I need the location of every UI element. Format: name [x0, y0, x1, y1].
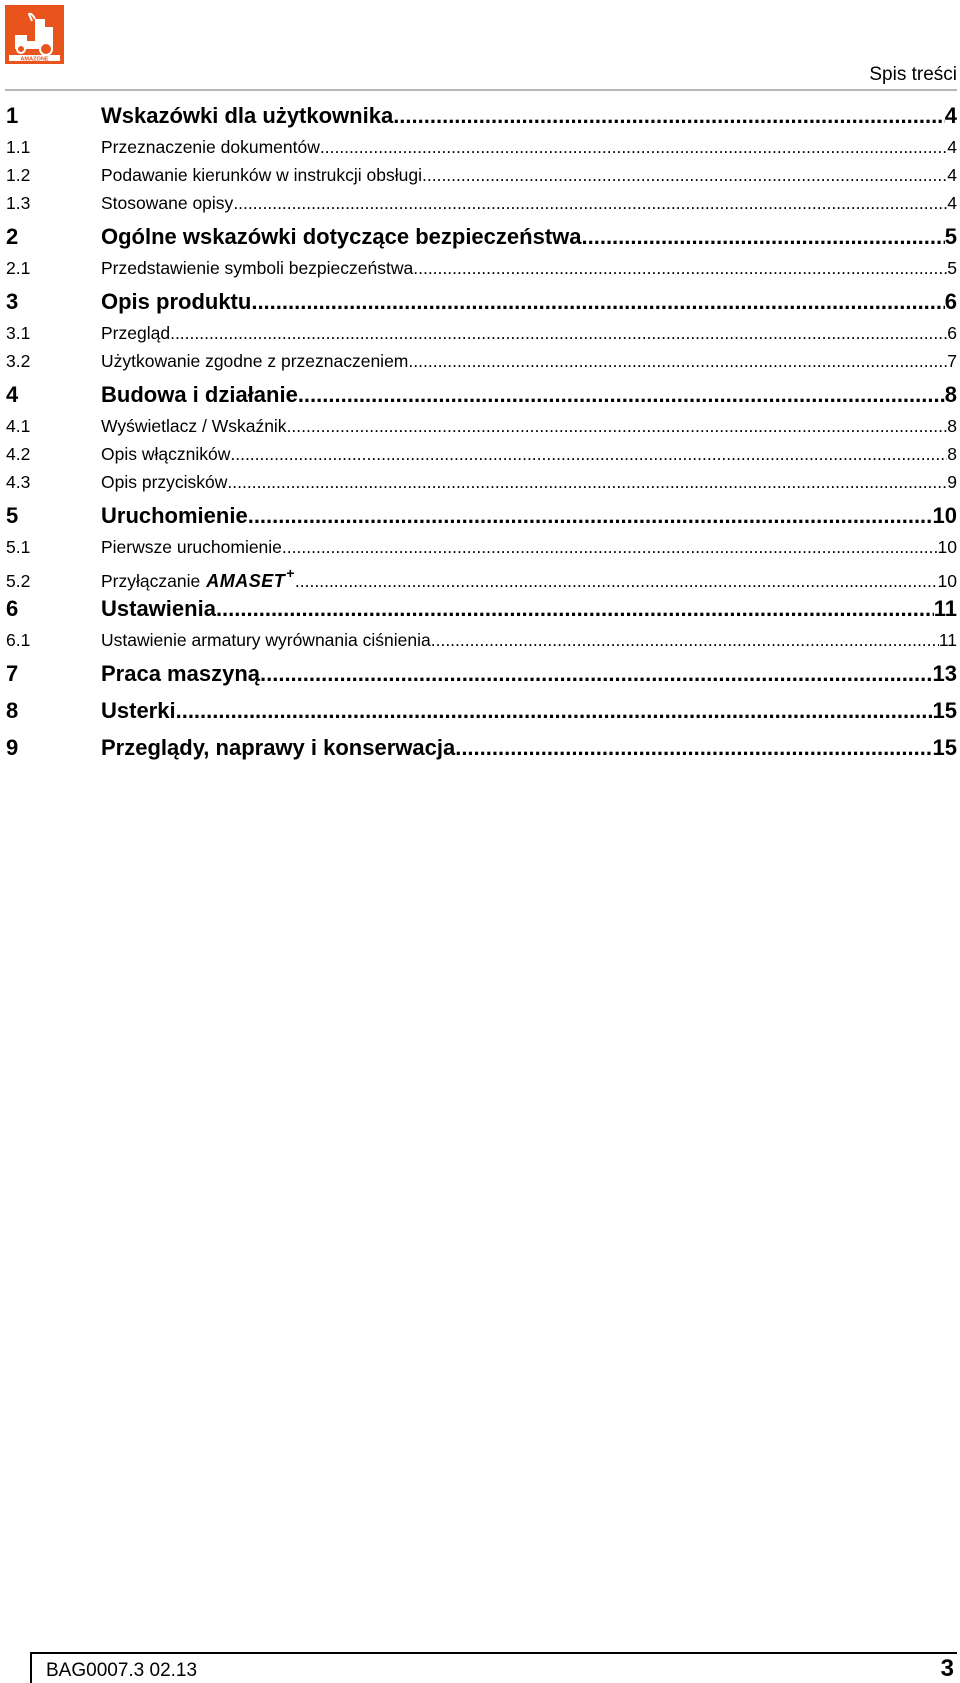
logo-wordmark: AMAZONE [20, 56, 49, 63]
toc-dot-leader [282, 533, 938, 561]
toc-chapter-entry[interactable] [6, 220, 957, 254]
toc-entry-number: 8 [6, 698, 19, 723]
toc-entry-title [101, 657, 260, 691]
toc-entry-number: 2.1 [6, 258, 31, 278]
toc-section-entry[interactable] [6, 133, 957, 161]
toc-dot-leader [248, 499, 933, 533]
toc-entry-title-text: Budowa i działanie [101, 382, 298, 407]
toc-entry-number: 1.3 [6, 193, 31, 213]
toc-entry-title-text: Opis włączników [101, 444, 231, 464]
toc-dot-leader [431, 626, 939, 654]
toc-chapter-entry[interactable] [6, 285, 957, 319]
footer-divider [30, 1652, 957, 1654]
toc-entry-title-text: Uruchomienie [101, 503, 248, 528]
toc-entry-page: 8 [947, 444, 957, 464]
toc-section-entry[interactable] [6, 468, 957, 496]
toc-chapter-entry[interactable] [6, 592, 957, 626]
toc-dot-leader [260, 657, 933, 691]
toc-entry-title [101, 468, 227, 496]
toc-chapter-entry[interactable] [6, 694, 957, 728]
toc-dot-leader [393, 99, 945, 133]
toc-dot-leader [413, 254, 947, 282]
toc-entry-number: 1.1 [6, 137, 31, 157]
toc-entry-title-text: Przegląd [101, 323, 171, 343]
toc-entry-title [101, 319, 170, 347]
toc-dot-leader [251, 285, 944, 319]
toc-chapter-entry[interactable] [6, 657, 957, 691]
toc-entry-title [101, 133, 320, 161]
toc-section-entry[interactable] [6, 161, 957, 189]
toc-entry-title [101, 161, 422, 189]
toc-entry-title [101, 561, 295, 595]
toc-entry-title-text: Stosowane opisy [101, 193, 234, 213]
toc-entry-title [101, 626, 431, 654]
toc-dot-leader [170, 319, 947, 347]
toc-section-entry[interactable] [6, 561, 957, 589]
toc-entry-number: 7 [6, 661, 19, 686]
toc-entry-title-text: Ogólne wskazówki dotyczące bezpieczeństwa [101, 224, 582, 249]
toc-dot-leader [227, 468, 947, 496]
toc-entry-page: 5 [947, 258, 957, 278]
toc-dot-leader [216, 592, 934, 626]
toc-entry-title-text: Użytkowanie zgodne z przeznaczeniem [101, 351, 409, 371]
toc-entry-title-text: Przyłączanie [101, 571, 201, 591]
toc-section-entry[interactable] [6, 533, 957, 561]
toc-dot-leader [287, 412, 948, 440]
toc-dot-leader [295, 567, 938, 595]
toc-entry-title-text: Opis produktu [101, 289, 252, 314]
toc-entry-number: 4.2 [6, 444, 31, 464]
toc-entry-page: 8 [944, 382, 957, 407]
toc-section-entry[interactable] [6, 189, 957, 217]
toc-entry-page: 4 [947, 193, 957, 213]
page-header-title: Spis treści [869, 64, 957, 85]
toc-entry-page: 9 [947, 472, 957, 492]
toc-section-entry[interactable] [6, 440, 957, 468]
toc-entry-title-text: Ustawienia [101, 596, 216, 621]
toc-entry-number: 2 [6, 224, 19, 249]
toc-entry-page: 7 [947, 351, 957, 371]
toc-chapter-entry[interactable] [6, 378, 957, 412]
toc-entry-number: 3 [6, 289, 19, 314]
toc-entry-title [101, 592, 216, 626]
toc-entry-title [101, 440, 230, 468]
toc-entry-title-text: Przeznaczenie dokumentów [101, 137, 320, 157]
toc-entry-number: 5.2 [6, 571, 31, 591]
toc-entry-page: 10 [937, 571, 957, 591]
footer-page-number: 3 [940, 1655, 954, 1682]
toc-chapter-entry[interactable] [6, 99, 957, 133]
toc-entry-title [101, 99, 393, 133]
toc-entry-title [101, 254, 413, 282]
toc-entry-title-text: Opis przycisków [101, 472, 228, 492]
amaset-brand-text: AMASET [206, 571, 286, 591]
toc-entry-title [101, 285, 251, 319]
amazone-logo [5, 5, 64, 64]
toc-entry-number: 1 [6, 103, 19, 128]
toc-dot-leader [230, 440, 947, 468]
toc-entry-number: 3.1 [6, 323, 31, 343]
toc-entry-page: 4 [947, 137, 957, 157]
toc-chapter-entry[interactable] [6, 731, 957, 765]
toc-entry-page: 6 [947, 323, 957, 343]
amaset-brand-superscript: + [286, 565, 295, 581]
toc-section-entry[interactable] [6, 626, 957, 654]
toc-entry-title-text: Praca maszyną [101, 661, 260, 686]
toc-entry-title [101, 378, 298, 412]
toc-dot-leader [582, 220, 945, 254]
toc-entry-number: 4.3 [6, 472, 31, 492]
toc-entry-page: 11 [933, 596, 957, 621]
amazone-logo-icon [5, 5, 64, 64]
amaset-brand-mark [206, 565, 295, 591]
header-divider [5, 89, 957, 91]
toc-entry-title-text: Wskazówki dla użytkownika [101, 103, 394, 128]
table-of-contents [6, 96, 957, 765]
toc-entry-title-text: Wyświetlacz / Wskaźnik [101, 416, 287, 436]
toc-entry-page: 13 [932, 661, 957, 686]
toc-entry-title-text: Przeglądy, naprawy i konserwacja [101, 735, 456, 760]
toc-dot-leader [298, 378, 945, 412]
toc-entry-title [101, 347, 408, 375]
toc-entry-number: 5.1 [6, 537, 31, 557]
toc-entry-number: 4 [6, 382, 19, 407]
toc-entry-page: 8 [947, 416, 957, 436]
toc-entry-title [101, 694, 176, 728]
toc-dot-leader [233, 189, 947, 217]
toc-dot-leader [455, 731, 932, 765]
toc-entry-title-text: Ustawienie armatury wyrównania ciśnienia [101, 630, 431, 650]
toc-entry-title [101, 220, 582, 254]
toc-section-entry[interactable] [6, 319, 957, 347]
toc-entry-number: 5 [6, 503, 19, 528]
toc-entry-page: 15 [932, 735, 957, 760]
toc-entry-title-text: Usterki [101, 698, 176, 723]
toc-entry-number: 6 [6, 596, 19, 621]
toc-entry-number: 3.2 [6, 351, 31, 371]
toc-entry-page: 15 [932, 698, 957, 723]
toc-section-entry[interactable] [6, 412, 957, 440]
toc-entry-number: 9 [6, 735, 19, 760]
toc-entry-title-text: Pierwsze uruchomienie [101, 537, 282, 557]
toc-section-entry[interactable] [6, 347, 957, 375]
toc-entry-title [101, 412, 287, 440]
toc-entry-page: 11 [938, 630, 957, 650]
toc-entry-page: 6 [944, 289, 957, 314]
footer-document-code: BAG0007.3 02.13 [46, 1660, 198, 1681]
toc-entry-page: 4 [944, 103, 957, 128]
toc-entry-title [101, 533, 282, 561]
toc-section-entry[interactable] [6, 254, 957, 282]
toc-entry-page: 4 [947, 165, 957, 185]
toc-entry-title-text: Przedstawienie symboli bezpieczeństwa [101, 258, 414, 278]
toc-entry-number: 1.2 [6, 165, 31, 185]
toc-dot-leader [176, 694, 933, 728]
toc-dot-leader [422, 161, 947, 189]
toc-entry-title [101, 499, 248, 533]
toc-entry-number: 6.1 [6, 630, 31, 650]
toc-entry-page: 10 [932, 503, 957, 528]
toc-dot-leader [408, 347, 947, 375]
toc-entry-page: 5 [944, 224, 957, 249]
toc-entry-title [101, 189, 233, 217]
toc-chapter-entry[interactable] [6, 499, 957, 533]
toc-dot-leader [320, 133, 947, 161]
toc-entry-page: 10 [937, 537, 957, 557]
toc-entry-number: 4.1 [6, 416, 31, 436]
toc-entry-title [101, 731, 455, 765]
footer-vertical-divider [30, 1652, 32, 1683]
toc-entry-title-text: Podawanie kierunków w instrukcji obsługi [101, 165, 422, 185]
